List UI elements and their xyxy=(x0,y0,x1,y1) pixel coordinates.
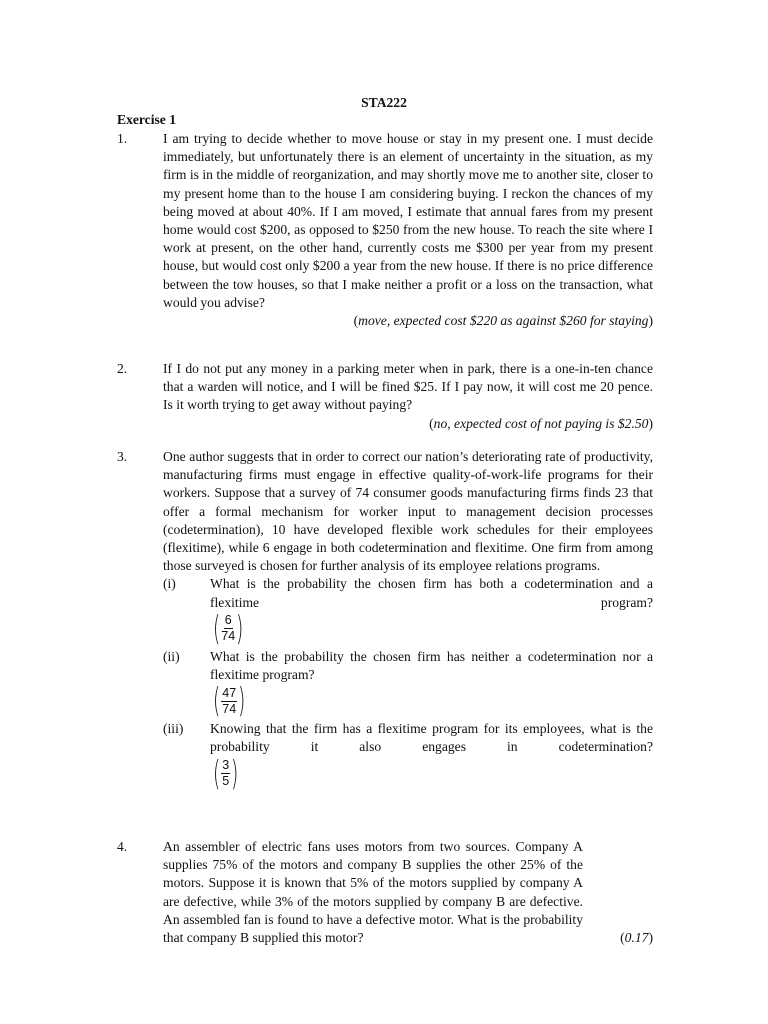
question-answer: (move, expected cost $220 as against $260 for staying) xyxy=(353,313,653,329)
question-number: 2. xyxy=(117,361,128,376)
question-1 xyxy=(117,130,653,330)
sub-question-text: What is the probability the chosen firm has both a codetermination and a flexitime program? xyxy=(210,576,653,610)
question-text: I am trying to decide whether to move house or stay in my present one. I must decide immediately, but unfortunately there is an element of uncertainty in the situation, as my firm is in the middle of reorganization, and may shortly move me to another site, closer to my present home than to the house I am considering buying. I reckon the chances of my being moved at about 40%. If I am moved, I estimate that annual fares from my present home would cost $200, as opposed to $250 from the new house. To reach the site where I work at present, on the other hand, currently costs me $300 per year from my present house, but would cost only $200 a year from the new house. If there is no price difference between the tow houses, so that I make neither a profit or a loss on the transaction, what would you advise? xyxy=(163,131,653,310)
question-2 xyxy=(117,360,653,433)
answer-text: no, expected cost of not paying is $2.50 xyxy=(433,415,649,431)
question-number: 3. xyxy=(117,449,128,464)
fraction-denominator: 74 xyxy=(221,629,236,644)
question-answer: (0.17) xyxy=(620,930,653,946)
exercise-heading: Exercise 1 xyxy=(117,112,177,127)
fraction-numerator: 6 xyxy=(224,613,232,628)
question-answer: (no, expected cost of not paying is $2.50) xyxy=(429,415,653,431)
question-text: One author suggests that in order to correct our nation’s deteriorating rate of productivity, manufacturing firms must engage in effective quality-of-work-life programs for their workers. Suppose that a survey of 74 consumer goods manufacturing firms finds 23 that offer a formal mechanism for worker input to management decision processes (codetermination), 10 have developed flexible work schedules for their employees (flexitime), while 6 engage in both codetermination and flexitime. One firm from among those surveyed is chosen for further analysis of its employee relations programs. xyxy=(163,449,653,574)
sub-question-label: (iii) xyxy=(163,721,184,737)
sub-question-iii xyxy=(163,720,653,794)
question-3 xyxy=(117,448,653,794)
sub-question-label: (ii) xyxy=(163,648,180,664)
sub-question-label: (i) xyxy=(163,576,176,592)
fraction-numerator: 3 xyxy=(222,758,230,773)
question-4 xyxy=(117,838,653,947)
answer-text: 0.17 xyxy=(624,930,649,946)
answer-fraction: ( $\frac{3}{5}$ ) xyxy=(212,753,239,794)
sub-question-text: What is the probability the chosen firm has neither a codetermination nor a flexitime program? xyxy=(210,648,653,683)
question-number: 4. xyxy=(117,839,128,854)
fraction-denominator: 74 xyxy=(222,701,237,716)
sub-question-ii xyxy=(163,648,653,722)
sub-question-text: Knowing that the firm has a flexitime program for its employees, what is the probability it also engages in codetermination? xyxy=(210,721,653,755)
fraction-denominator: 5 xyxy=(222,774,230,789)
question-text: An assembler of electric fans uses motors from two sources. Company A supplies 75% of the motors and company B supplies the other 25% of the motors. Suppose it is known that 5% of the motors supplied by company A are defective, while 3% of the motors supplied by company B are defective. An assembled fan is found to have a defective motor. What is the probability that company B supplied this motor? xyxy=(163,839,583,946)
sub-question-i xyxy=(163,575,653,649)
fraction-numerator: 47 xyxy=(222,685,237,700)
answer-text: move, expected cost $220 as against $260 for staying xyxy=(358,313,649,329)
answer-fraction: ( $\frac{6}{74}$ ) xyxy=(212,608,244,649)
answer-fraction: ( $\frac{47}{74}$ ) xyxy=(212,681,246,722)
question-text: If I do not put any money in a parking meter when in park, there is a one-in-ten chance that a warden will notice, and I will be fined $25. If I pay now, it will cost me 20 pence. Is it worth trying to get away without paying? xyxy=(163,361,653,413)
question-number: 1. xyxy=(117,131,128,146)
document-title: STA222 xyxy=(361,95,407,110)
